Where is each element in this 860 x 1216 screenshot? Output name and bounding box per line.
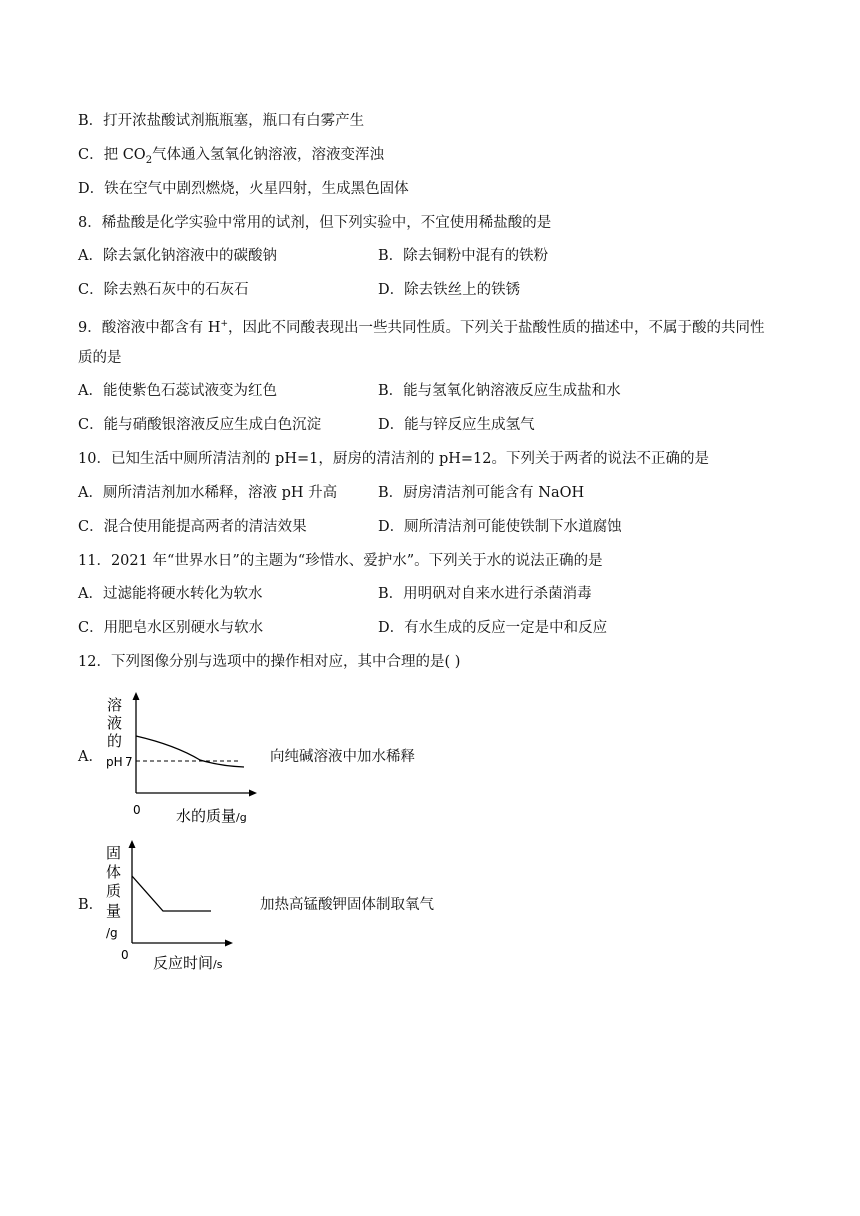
- q12-option-a-letter: A．: [78, 749, 103, 765]
- q9-option-c: C．能与硝酸银溶液反应生成白色沉淀: [78, 417, 322, 433]
- q10-option-d: D．厕所清洁剂可能使铁制下水道腐蚀: [378, 519, 622, 535]
- q8-option-a: A．除去氯化钠溶液中的碳酸钠: [78, 248, 277, 264]
- q11-option-a: A．过滤能将硬水转化为软水: [78, 586, 263, 602]
- q9-option-b: B．能与氢氧化钠溶液反应生成盐和水: [378, 383, 621, 399]
- q7-option-c-pre: C．把 CO: [78, 147, 146, 163]
- ylabel-char-1: 溶: [107, 696, 123, 714]
- ylabel-char-4: 量: [106, 902, 122, 920]
- q7-option-b: B．打开浓盐酸试剂瓶瓶塞，瓶口有白雾产生: [78, 113, 365, 129]
- ylabel-char-2: 液: [107, 714, 123, 732]
- q9-stem: [78, 314, 765, 338]
- q9-stem-post: ，因此不同酸表现出一些共同性质。下列关于盐酸性质的描述中，不属于酸的共同性: [228, 319, 765, 336]
- q9-option-a: A．能使紫色石蕊试液变为红色: [78, 383, 277, 399]
- x-axis-arrow: [249, 790, 257, 797]
- q7-option-c-sub: 2: [145, 154, 153, 166]
- q7-option-c: [78, 145, 384, 171]
- q8-option-c: C．除去熟石灰中的石灰石: [78, 282, 249, 298]
- origin-label: 0: [133, 803, 141, 817]
- y-axis-unit: /g: [106, 926, 118, 940]
- q12-option-b-graph: [100, 838, 260, 976]
- q11-stem: 11．2021 年“世界水日”的主题为“珍惜水、爱护水”。下列关于水的说法正确的是: [78, 553, 603, 569]
- q12-option-a-desc: 向纯碱溶液中加水稀释: [270, 749, 415, 765]
- ph-curve: [136, 736, 244, 767]
- ylabel-char-3: 质: [106, 882, 122, 900]
- q10-option-b: B．厨房清洁剂可能含有 NaOH: [378, 485, 585, 501]
- q9-stem-sup: +: [220, 319, 229, 329]
- q10-stem: 10．已知生活中厕所清洁剂的 pH=1，厨房的清洁剂的 pH=12。下列关于两者的说法不正确的是: [78, 451, 709, 467]
- x-axis-unit: /s: [213, 958, 223, 971]
- q9-stem-pre: 9．酸溶液中都含有 H: [78, 319, 221, 336]
- q9-stem-line2: 质的是: [78, 350, 122, 366]
- q9-option-d: D．能与锌反应生成氢气: [378, 417, 535, 433]
- q11-option-d: D．有水生成的反应一定是中和反应: [378, 620, 608, 636]
- x-axis-arrow: [225, 940, 233, 947]
- origin-label: 0: [121, 948, 129, 962]
- ylabel-ph: pH: [106, 755, 123, 769]
- q7-option-d: D．铁在空气中剧烈燃烧，火星四射，生成黑色固体: [78, 181, 409, 197]
- q11-option-c: C．用肥皂水区别硬水与软水: [78, 620, 264, 636]
- q8-option-d: D．除去铁丝上的铁锈: [378, 282, 521, 298]
- y-axis-arrow: [129, 840, 136, 848]
- q8-stem: 8．稀盐酸是化学实验中常用的试剂，但下列实验中，不宜使用稀盐酸的是: [78, 215, 552, 231]
- x-axis-label: [153, 954, 223, 972]
- q10-option-a: A．厕所清洁剂加水稀释，溶液 pH 升高: [78, 485, 338, 501]
- y-axis-arrow: [133, 692, 140, 700]
- q12-option-b-letter: B．: [78, 897, 104, 913]
- q12-stem: 12．下列图像分别与选项中的操作相对应，其中合理的是( ): [78, 654, 461, 670]
- ylabel-char-3: 的: [107, 732, 123, 750]
- ylabel-char-2: 体: [106, 863, 122, 881]
- x-axis-label-text: 反应时间: [153, 954, 214, 972]
- q8-option-b: B．除去铜粉中混有的铁粉: [378, 248, 549, 264]
- q10-option-c: C．混合使用能提高两者的清洁效果: [78, 519, 307, 535]
- mass-curve: [132, 876, 211, 911]
- q12-option-a-graph: [100, 690, 260, 830]
- q12-option-b-desc: 加热高锰酸钾固体制取氧气: [260, 897, 434, 913]
- q11-option-b: B．用明矾对自来水进行杀菌消毒: [378, 586, 592, 602]
- x-axis-label-text: 水的质量: [176, 807, 237, 825]
- tick-7: 7: [125, 755, 133, 769]
- x-axis-unit: /g: [236, 811, 247, 824]
- x-axis-label: [176, 807, 247, 825]
- q7-option-c-post: 气体通入氢氧化钠溶液，溶液变浑浊: [152, 147, 385, 163]
- ylabel-char-1: 固: [106, 844, 122, 862]
